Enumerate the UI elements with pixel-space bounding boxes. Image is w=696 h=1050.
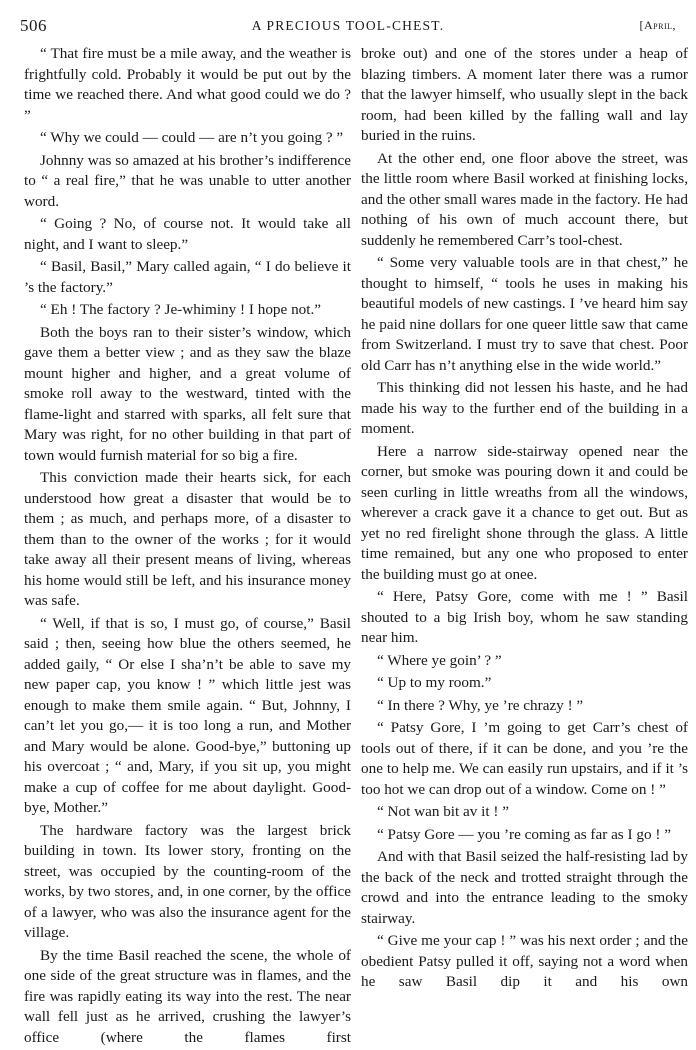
running-header (20, 16, 676, 40)
paragraph: Both the boys ran to their sister’s window, which gave them a better view ; and as they saw the blaze mount higher and higher, and a great volume of smoke roll away to the westward, tinted with the flame-light and starred with sparks, all felt sure that Mary was right, for no other building in that part of town would furnish material for so big a fire. (24, 323, 351, 464)
paragraph: “ Give me your cap ! ” was his next order ; and the obedient Patsy pulled it off, saying not a word when he saw Basil dip it and his own (361, 932, 688, 990)
paragraph: And with that Basil seized the half-resisting lad by the back of the neck and trotted straight through the crowd and into the entrance leading to the smoky stairway. (361, 848, 688, 927)
paragraph: broke out) and one of the stores under a heap of blazing timbers. A moment later there was a rumor that the lawyer himself, who usually slept in the back room, had been killed by the falling wall and lay buried in the ruins. (361, 45, 688, 144)
issue-month: [April, (639, 18, 676, 32)
page-number: 506 (20, 16, 47, 35)
paragraph: “ Here, Patsy Gore, come with me ! ” Basil shouted to a big Irish boy, whom he saw standing near him. (361, 588, 688, 646)
paragraph: “ In there ? Why, ye ’re chrazy ! ” (377, 696, 584, 714)
paragraph: “ Up to my room.” (377, 674, 492, 691)
left-column (24, 44, 351, 1050)
paragraph: “ Patsy Gore — you ’re coming as far as I go ! ” (377, 825, 671, 843)
paragraph: The hardware factory was the largest brick building in town. Its lower story, fronting on the street, was occupied by the counting-room of the works, by two stores, and, in one corner, by the office of a lawyer, who was also the insurance agent for the village. (24, 821, 351, 941)
paragraph: Johnny was so amazed at his brother’s indifference to “ a real fire,” that he was unable to utter another word. (24, 151, 351, 210)
paragraph: This conviction made their hearts sick, for each understood how great a disaster that would be to them ; as much, and perhaps more, of a disaster to them than to the owner of the works ; for it would take away all their present means of living, whereas his home would still be left, and his insurance money was safe. (24, 469, 351, 609)
paragraph: At the other end, one floor above the street, was the little room where Basil worked at finishing locks, and the other small wares made in the factory. He had nothing of his own of much account there, but suddenly he remembered Carr’s tool-chest. (361, 149, 688, 249)
paragraph: “ Going ? No, of course not. It would take all night, and I want to sleep.” (24, 215, 351, 253)
paragraph: “ Not wan bit av it ! ” (377, 803, 510, 820)
running-title: A PRECIOUS TOOL-CHEST. (251, 18, 445, 33)
right-column (361, 44, 688, 995)
paragraph: “ That fire must be a mile away, and the weather is frightfully cold. Probably it would be put out by the time we reached there. And what good could we do ? ” (24, 45, 351, 124)
paragraph: By the time Basil reached the scene, the whole of one side of the great structure was in flames, and the fire was rapidly eating its way into the rest. The near wall fell just as he arrived, crushing the lawyer’s office (where the flames first (24, 946, 351, 1046)
paragraph: “ Where ye goin’ ? ” (377, 651, 502, 669)
paragraph: “ Why we could — could — are n’t you going ? ” (40, 129, 344, 146)
paragraph: “ Patsy Gore, I ’m going to get Carr’s chest of tools out of there, if it can be done, and you ’re the one to help me. We can easily run upstairs, and if it ’s too hot we can drop out of a window. Come on ! ” (361, 719, 688, 798)
paragraph: “ Basil, Basil,” Mary called again, “ I do believe it ’s the factory.” (24, 258, 351, 296)
paragraph: “ Some very valuable tools are in that chest,” he thought to himself, “ tools he uses in making his beautiful models of new castings. I ’ve heard him say he paid nine dollars for one queer little saw that came from Switzerland. I must try to save that chest. Poor old Carr has n’t anything else in the wide world.” (361, 254, 688, 374)
paragraph: “ Eh ! The factory ? Je-whiminy ! I hope not.” (40, 301, 322, 318)
paragraph: “ Well, if that is so, I must go, of course,” Basil said ; then, seeing how blue the others seemed, he added gaily, “ Or else I sha’n’t be able to save my new paper cap, you know ! ” which little jest was enough to make them smile again. “ But, Johnny, I can’t let you go,— it is too long a run, and Mother and Mary would be alone. Good-bye,” buttoning up his overcoat ; “ and, Mary, if you sit up, you might make a cup of coffee for me about daylight. Good-bye, Mother.” (24, 614, 351, 816)
paragraph: This thinking did not lessen his haste, and he had made his way to the further end of the building in a moment. (361, 379, 688, 437)
paragraph: Here a narrow side-stairway opened near the corner, but smoke was pouring down it and could be seen curling in little wreaths from all the windows, wherever a crack gave it a chance to get out. But as yet no red firelight shone through the glass. A little time remained, but any one who proposed to enter the building must go at onee. (361, 442, 688, 583)
